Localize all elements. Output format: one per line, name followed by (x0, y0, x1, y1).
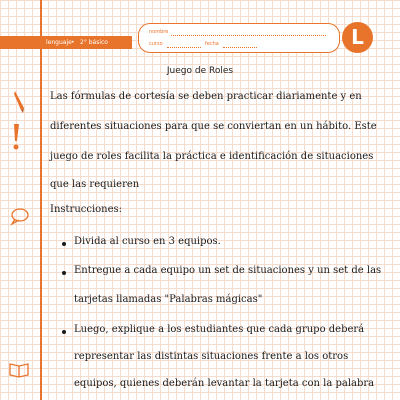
subject-banner (0, 36, 132, 49)
pencil-icon (10, 88, 32, 116)
name-field[interactable] (171, 35, 326, 36)
document-title: Juego de Roles (166, 66, 234, 76)
margin-line (40, 0, 42, 400)
course-field[interactable] (167, 47, 201, 48)
bullet-2-line-1: Entregue a cada equipo un set de situaciones y un set de las (74, 265, 382, 276)
bullet-1-line-1: Divida al curso en 3 equipos. (74, 236, 221, 247)
name-label: nombre (149, 29, 169, 35)
date-label: fecha (205, 41, 219, 47)
intro-line-2: diferentes situaciones para que se conviertan en un hábito. Este (50, 121, 377, 132)
bullet-3-line-2: representar las distintas situaciones frente a los otros (74, 351, 349, 362)
separator: • (71, 39, 75, 46)
course-label: curso (149, 41, 163, 47)
speech-bubble-icon (8, 206, 32, 226)
student-info-box (138, 23, 340, 53)
grade-label: 2° básico (80, 39, 108, 46)
bullet-3-line-1: Luego, explique a los estudiantes que cada grupo deberá (74, 324, 365, 335)
instructions-heading: Instrucciones: (50, 204, 123, 215)
intro-line-1: Las fórmulas de cortesía se deben practicar diariamente y en (50, 91, 362, 102)
intro-line-3: juego de roles facilita la práctica e identificación de situaciones (50, 151, 374, 162)
date-field[interactable] (223, 47, 257, 48)
bullet-3-line-3: equipos, quienes deberán levantar la tarjeta con la palabra (74, 378, 375, 389)
intro-line-4: que las requieren (50, 179, 140, 190)
bullet-2-line-2: tarjetas llamadas "Palabras mágicas" (74, 294, 263, 305)
bullet-marker (62, 330, 66, 334)
exclamation-icon (8, 122, 24, 152)
bullet-marker (62, 242, 66, 246)
lenguaje-logo: L (342, 22, 373, 53)
bullet-marker (62, 271, 66, 275)
notebook-icon (7, 360, 31, 378)
subject-label: lenguaje (46, 39, 72, 46)
